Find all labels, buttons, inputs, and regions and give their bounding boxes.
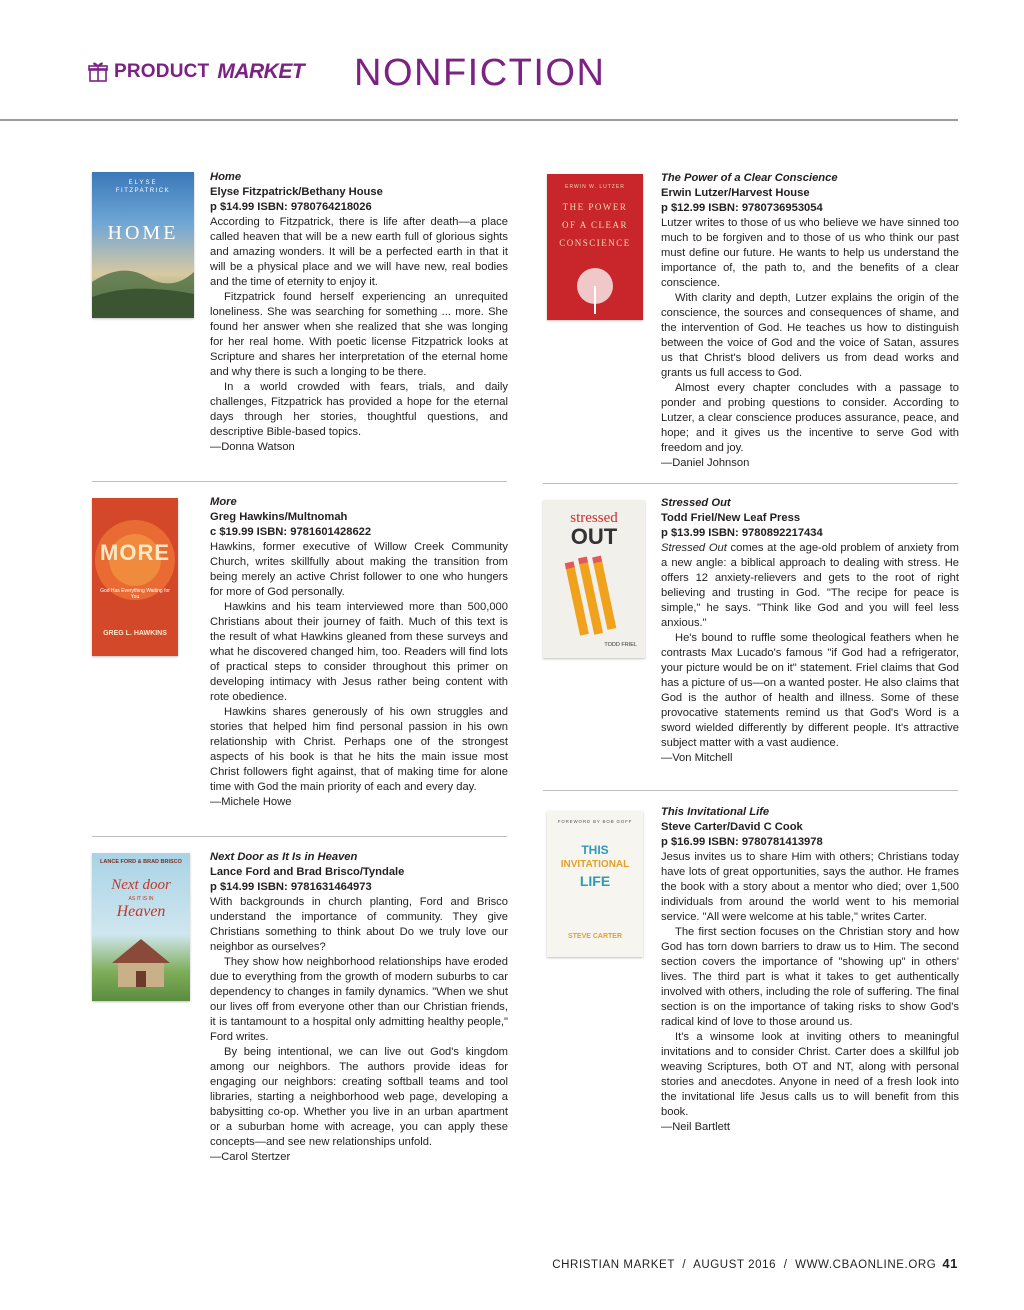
review-paragraph: The first section focuses on the Christian story and how God has torn down barriers to draw us to Him. The second section covers the importance of "showing up" in others' lives. The third part is what it takes to get authentically involved with others, including the role of suffering. The final section is on the importance of taking risks to show God's radical kind of love to those around us.	[661, 926, 959, 1028]
book-cover-more	[92, 498, 178, 656]
section-title: NONFICTION	[354, 52, 606, 94]
review-paragraph: Lutzer writes to those of us who believe we have sinned too much to be forgiven and to those of us who think our past must define our future. He wants to help us understand the importance of, the path to, and the benefits of a clear conscience.	[661, 217, 959, 289]
reviewer-name: —Neil Bartlett	[661, 1121, 731, 1133]
cover-stressed-title-a: stressed	[570, 510, 618, 526]
cover-conscience-title-b: OF A CLEAR	[561, 220, 628, 230]
review-paragraph: Hawkins, former executive of Willow Creek Community Church, writes skillfully about making the transition from being merely an active Christ follower to one who hungers for more of God personally.	[210, 541, 508, 598]
book-cover-nextdoor	[92, 853, 190, 1001]
review-stressed	[661, 496, 959, 766]
review-author: Elyse Fitzpatrick/Bethany House	[210, 186, 383, 198]
review-paragraph: According to Fitzpatrick, there is life after death—a place called heaven that will be a new earth full of glorious sights and amazing wonders. It will be a perfected earth in that it will be a physical place and we will have new, real bodies and the time of eternity to enjoy it.	[210, 216, 508, 288]
review-title: The Power of a Clear Conscience	[661, 172, 838, 184]
review-nextdoor	[210, 850, 508, 1165]
cover-home-title: HOME	[107, 222, 179, 244]
cover-nextdoor-author: LANCE FORD & BRAD BRISCO	[100, 859, 182, 865]
brand-logo	[88, 60, 304, 84]
cover-conscience-title-a: THE POWER	[562, 202, 628, 212]
review-price-isbn: p $12.99 ISBN: 9780736953054	[661, 202, 823, 214]
review-paragraph: Hawkins and his team interviewed more than 500,000 Christians about their journey of faith. Much of this text is the result of what Hawkins gleaned from these surveys and what he discovered changed him, too. Readers will find lots of practical steps to consider throughout this primer on developing intimacy with Jesus rather being content with rote obedience.	[210, 601, 508, 703]
page-footer	[552, 1256, 958, 1271]
review-author: Todd Friel/New Leaf Press	[661, 512, 801, 524]
review-paragraph: Almost every chapter concludes with a passage to ponder and probing questions to consider. According to Lutzer, a clear conscience produces assurance, peace, and hope; and it gives us the incentive to serve God with freedom and joy.	[661, 382, 959, 454]
review-author: Erwin Lutzer/Harvest House	[661, 187, 810, 199]
footer-text: CHRISTIAN MARKET / AUGUST 2016 / WWW.CBAONLINE.ORG	[552, 1259, 937, 1271]
book-cover-conscience	[547, 174, 643, 320]
header-rule	[0, 119, 958, 121]
review-more	[210, 495, 508, 810]
book-cover-invitational	[547, 811, 643, 957]
cover-invitational-title-a: THIS	[581, 843, 609, 857]
review-title: More	[210, 496, 237, 508]
cover-nextdoor-art	[92, 853, 190, 1001]
gift-icon	[88, 61, 108, 83]
reviewer-name: —Von Mitchell	[661, 752, 733, 764]
review-paragraph: With backgrounds in church planting, Ford and Brisco understand the importance of community. They give Christians something to think about Do we truly love our neighbor as ourselves?	[210, 896, 508, 953]
review-price-isbn: p $14.99 ISBN: 9780764218026	[210, 201, 372, 213]
review-paragraph: Fitzpatrick found herself experiencing an unrequited loneliness. She was searching for something ... more. She found her answer when she realized that she was longing for her real home. With poetic license Fitzpatrick looks at Scripture and shares her interpretation of the eternal home and why there is such a longing to be there.	[210, 291, 508, 378]
review-divider	[92, 836, 507, 837]
review-author: Greg Hawkins/Multnomah	[210, 511, 348, 523]
page-number: 41	[942, 1256, 958, 1271]
cover-more-title: MORE	[100, 540, 170, 565]
reviewer-name: —Daniel Johnson	[661, 457, 750, 469]
review-paragraph: In a world crowded with fears, trials, and daily challenges, Fitzpatrick has provided a hope for the eternal days through her stories, thoughtful questions, and descriptive Bible-based topics.	[210, 381, 508, 438]
review-home	[210, 170, 508, 455]
review-title: Home	[210, 171, 242, 183]
review-lead-rest: comes at the age-old problem of anxiety from a new angle: a biblical approach to dealing with stress. He offers 12 anxiety-relievers and gets to the root of right believing and trusting in God. "The recipe for peace is simple," he says. "Think like God and you will feel less anxious."	[661, 542, 959, 629]
cover-nextdoor-title-c: Heaven	[116, 903, 166, 920]
cover-more-subtitle: God Has Everything Waiting for You	[100, 588, 170, 600]
review-paragraph: Jesus invites us to share Him with others; Christians today have lots of great opportunities, says the author. He frames the book with a story about a mentor who died; over 1,500 individuals from around the world went to his memorial service. "All were welcome at his table," writes Carter.	[661, 851, 959, 923]
cover-home-top: ELYSE	[128, 180, 158, 186]
cover-invitational-title-b: INVITATIONAL	[560, 859, 630, 870]
cover-invitational-title-c: LIFE	[579, 873, 611, 889]
book-cover-stressed	[543, 500, 645, 658]
review-invitational	[661, 805, 959, 1135]
cover-stressed-author: TODD FRIEL	[604, 642, 637, 648]
review-price-isbn: p $13.99 ISBN: 9780892217434	[661, 527, 823, 539]
review-divider	[543, 790, 958, 791]
brand-product-text: PRODUCT	[114, 61, 210, 82]
cover-stressed-title-b: OUT	[570, 524, 618, 549]
cover-more-author: GREG L. HAWKINS	[103, 630, 167, 637]
review-price-isbn: p $14.99 ISBN: 9781631464973	[210, 881, 372, 893]
review-conscience	[661, 171, 959, 471]
review-paragraph: With clarity and depth, Lutzer explains the origin of the conscience, the sources and consequences of shame, and the intervention of God. He teaches us how to distinguish between the voice of God and the voice of Satan, assures us that Christ's blood delivers us from dead works and grants us full access to God.	[661, 292, 959, 379]
review-divider	[92, 481, 507, 482]
cover-nextdoor-title-b: AS IT IS IN	[128, 896, 154, 902]
brand-market-text: MARKET	[217, 60, 305, 83]
review-paragraph: They show how neighborhood relationships have eroded due to everything from the growth of modern suburbs to car dependency to changes in family dynamics. "When we shut our lives off from everyone other than our Christian friends, it is tantamount to a hospital only admitting healthy people," Ford writes.	[210, 956, 508, 1043]
review-title: Stressed Out	[661, 497, 731, 509]
review-paragraph: It's a winsome look at inviting others to meaningful invitations and to consider Christ. Carter does a skillful job weaving Scriptures, both OT and NT, along with personal stories and anecdotes. Anyone in need of a fresh look into the invitational life Jesus calls us to will benefit from this book.	[661, 1031, 959, 1118]
cover-conscience-title-c: CONSCIENCE	[559, 238, 631, 248]
review-title: This Invitational Life	[661, 806, 770, 818]
review-price-isbn: p $16.99 ISBN: 9780781413978	[661, 836, 823, 848]
book-cover-home	[92, 172, 194, 318]
cover-conscience-author: ERWIN W. LUTZER	[565, 184, 625, 190]
review-price-isbn: c $19.99 ISBN: 9781601428622	[210, 526, 372, 538]
reviewer-name: —Donna Watson	[210, 441, 295, 453]
cover-nextdoor-title-a: Next door	[111, 877, 171, 893]
reviewer-name: —Michele Howe	[210, 796, 292, 808]
review-lead-italic: Stressed Out	[661, 542, 727, 554]
review-divider	[543, 483, 958, 484]
review-author: Steve Carter/David C Cook	[661, 821, 803, 833]
review-paragraph: He's bound to ruffle some theological feathers when he contrasts Max Lucado's famous "if God had a refrigerator, your picture would be on it" statement. Friel claims that God has a picture of us—on a wanted poster. He also claims that God is the author of health and illness. Some of these provocative statements remind us that God's Word is a sword wielded differently by different people. It's attractive subject matter with a vast audience.	[661, 632, 959, 749]
review-paragraph	[661, 541, 959, 631]
cover-home-author: FITZPATRICK	[115, 188, 171, 194]
reviewer-name: —Carol Stertzer	[210, 1151, 291, 1163]
review-paragraph: Hawkins shares generously of his own struggles and stories that helped him find personal passion in his own relationship with Christ. Perhaps one of the strongest aspects of his book is that he hits the main issue most Christ followers fight against, that of making time for alone time with God the main priority of each and every day.	[210, 706, 508, 793]
review-paragraph: By being intentional, we can live out God's kingdom among our neighbors. The authors provide ideas for engaging our neighbors: creating softball teams and tool libraries, starting a neighborhood web page, developing a babysitting co-op. Whether you live in an urban apartment or a suburban home with acreage, you can apply these concepts—and see new relationships unfold.	[210, 1046, 508, 1148]
cover-invitational-foreword: FOREWORD BY BOB GOFF	[557, 819, 633, 824]
review-title: Next Door as It Is in Heaven	[210, 851, 358, 863]
review-author: Lance Ford and Brad Brisco/Tyndale	[210, 866, 405, 878]
cover-invitational-author: STEVE CARTER	[567, 933, 623, 940]
